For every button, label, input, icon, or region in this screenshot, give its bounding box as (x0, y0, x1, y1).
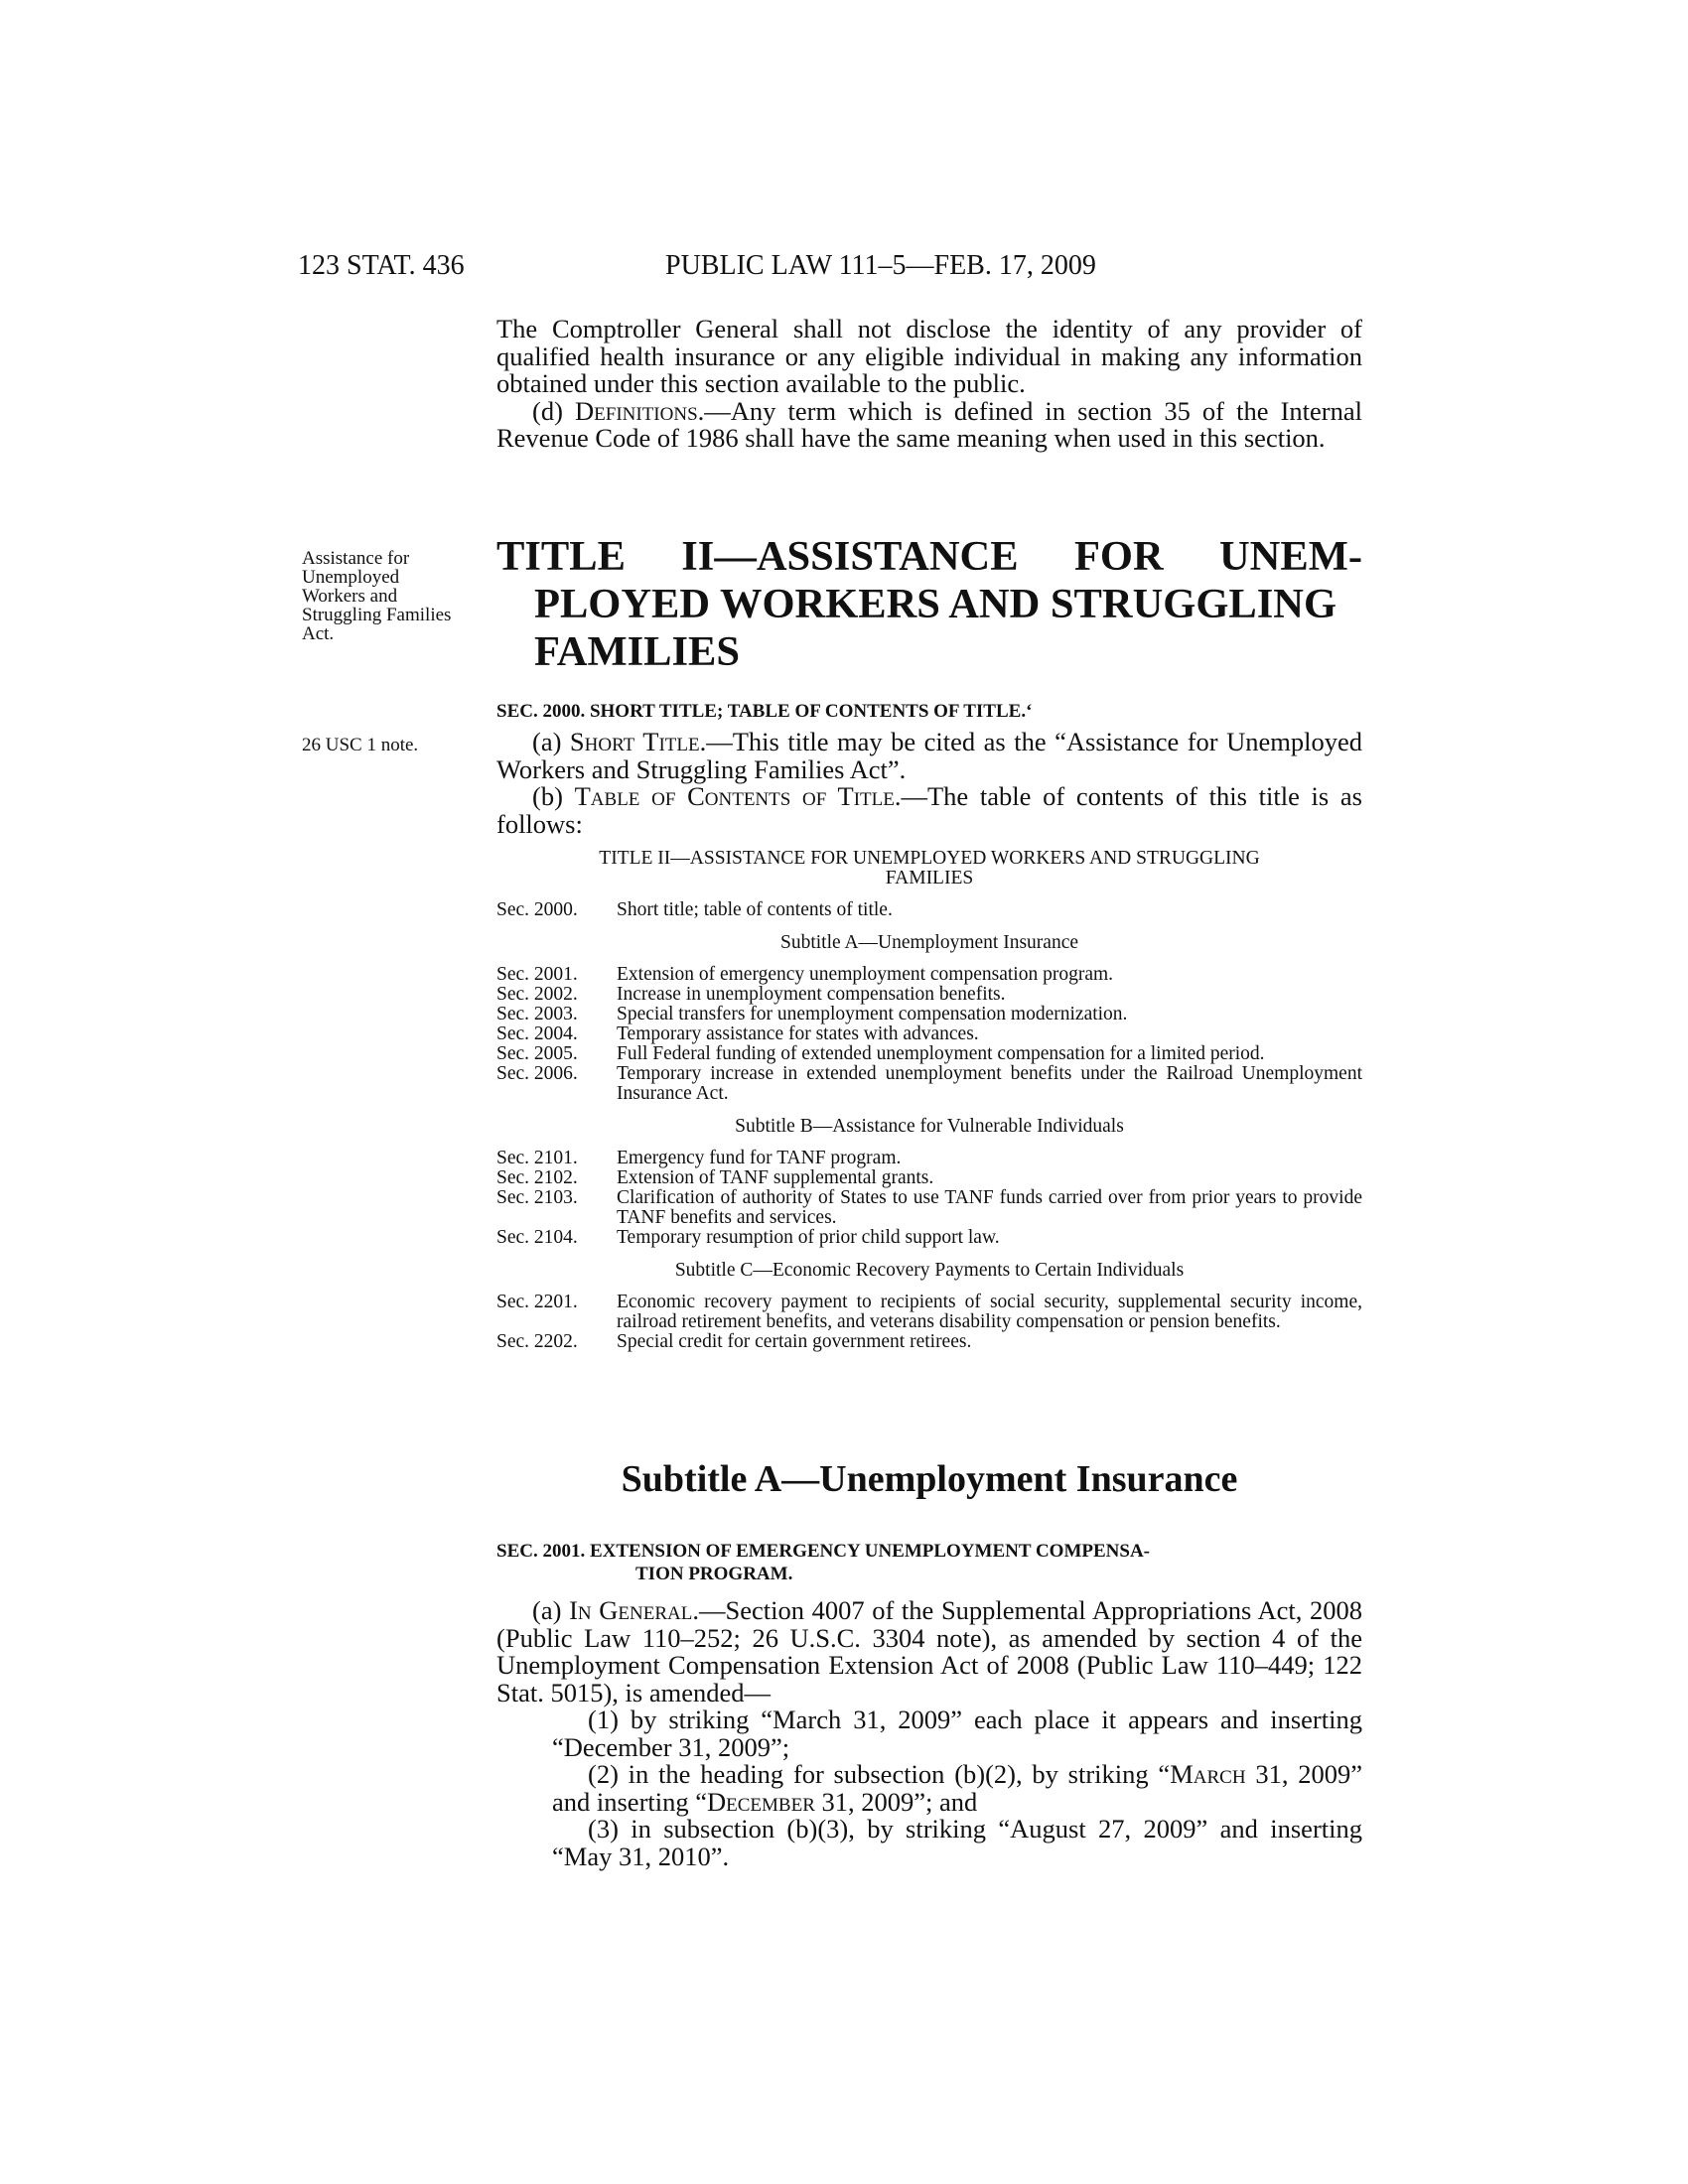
toc-row (496, 1064, 1362, 1104)
sec-2001-body (496, 1597, 1362, 1870)
toc-subtitle-b: Subtitle B—Assistance for Vulnerable Individuals (735, 1116, 1124, 1137)
toc-title-line-2: FAMILIES (885, 868, 974, 888)
amendment-item-2-mid: ” and inserting “ (552, 1759, 1362, 1817)
toc-section-number: Sec. 2201. (496, 1292, 578, 1312)
in-general-heading: In General (569, 1595, 693, 1625)
toc-section-text: Increase in unemployment compensation benefits. (617, 984, 1006, 1005)
sec-2000-body (496, 729, 1362, 838)
sec-2001-heading-line-1: SEC. 2001. EXTENSION OF EMERGENCY UNEMPLOYMENT COMPENSA- (496, 1541, 1151, 1562)
toc-section-text: Clarification of authority of States to use TANF funds carried over from prior years to provide TANF benefits and services. (617, 1187, 1362, 1228)
toc-section-text: Temporary assistance for states with advances. (617, 1024, 979, 1044)
in-general-text: .—Section 4007 of the Supplemental Appropriations Act, 2008 (Public Law 110–252; 26 U.S.C. 3304 note), as amended by section 4 of the Unemployment Compensation Extension Act of 2008 (Public Law 110–449; 122 Stat. 5015), is amended— (496, 1595, 1362, 1707)
toc-section-text: Short title; table of contents of title. (617, 899, 893, 920)
page-header-law: PUBLIC LAW 111–5—FEB. 17, 2009 (665, 250, 1096, 281)
definitions-heading: Definitions (575, 395, 698, 426)
short-title-heading: Short Title (569, 727, 700, 756)
margin-note-usc: 26 USC 1 note. (302, 735, 419, 755)
toc-row (496, 1228, 1362, 1248)
toc-section-text: Extension of emergency unemployment compensation program. (617, 964, 1114, 985)
title-word-4: UNEM- (1218, 533, 1362, 580)
toc-section-text: Special credit for certain government retirees. (617, 1331, 972, 1352)
toc-section-number: Sec. 2005. (496, 1043, 578, 1064)
sec-2000-heading: SEC. 2000. SHORT TITLE; TABLE OF CONTENTS OF TITLE.‘ (496, 701, 1033, 722)
toc-row (496, 900, 1362, 920)
toc-section-number: Sec. 2006. (496, 1063, 578, 1084)
amendment-item-2-new-date: December 31, 2009 (707, 1786, 914, 1817)
amendment-item-2 (552, 1761, 1362, 1816)
short-title-label: (a) (532, 727, 570, 756)
title-line-3: FAMILIES (534, 628, 741, 675)
title-line-1 (496, 533, 1362, 581)
toc-section-text: Emergency fund for TANF program. (617, 1148, 902, 1168)
toc-section-number: Sec. 2004. (496, 1024, 578, 1044)
title-word-2: II—ASSISTANCE (681, 533, 1019, 580)
amendment-item-2-pre: (2) in the heading for subsection (b)(2), by striking “ (588, 1759, 1171, 1789)
amendment-item-2-post: ”; and (914, 1786, 978, 1817)
toc-row (496, 1149, 1362, 1168)
definitions-text: .—Any term which is defined in section 35 of the Internal Revenue Code of 1986 shall have the same meaning when used in this section. (496, 395, 1362, 453)
intro-section (496, 316, 1362, 453)
short-title-paragraph (496, 729, 1362, 783)
title-heading (496, 533, 1362, 676)
toc-subtitle-a: Subtitle A—Unemployment Insurance (779, 932, 1079, 953)
toc-intro-paragraph (496, 783, 1362, 838)
toc-intro-label: (b) (532, 781, 575, 811)
amendment-item-3: (3) in subsection (b)(3), by striking “August 27, 2009” and inserting “May 31, 2010”. (552, 1814, 1362, 1871)
toc-section-number: Sec. 2101. (496, 1148, 578, 1168)
amendment-item-1: (1) by striking “March 31, 2009” each place it appears and inserting “December 31, 2009”; (552, 1705, 1362, 1762)
toc-title-line-1: TITLE II—ASSISTANCE FOR UNEMPLOYED WORKERS AND STRUGGLING (599, 848, 1260, 869)
subtitle-a-heading: Subtitle A—Unemployment Insurance (621, 1458, 1238, 1500)
toc-section-number: Sec. 2000. (496, 899, 578, 920)
intro-paragraph: The Comptroller General shall not disclose the identity of any provider of qualified health insurance or any eligible individual in making any information obtained under this section available to the public. (496, 314, 1362, 398)
definitions-paragraph (496, 395, 1362, 453)
toc-row (496, 1188, 1362, 1228)
short-title-text: .—This title may be cited as the “Assistance for Unemployed Workers and Struggling Families Act”. (496, 727, 1362, 784)
toc-section-text: Special transfers for unemployment compensation modernization. (617, 1004, 1128, 1024)
toc-intro-heading: Table of Contents of Title (574, 781, 895, 811)
toc-row (496, 1168, 1362, 1188)
toc-row (496, 1044, 1362, 1064)
in-general-paragraph (496, 1597, 1362, 1706)
toc-section-number: Sec. 2202. (496, 1331, 578, 1352)
page-header-stat: 123 STAT. 436 (298, 250, 465, 281)
margin-note-act-name: Assistance for Unemployed Workers and Struggling Families Act. (302, 548, 452, 644)
toc-section-text: Temporary resumption of prior child support law. (617, 1227, 1000, 1248)
toc-section-text: Temporary increase in extended unemployment benefits under the Railroad Unemployment Insurance Act. (617, 1063, 1362, 1104)
toc-section-number: Sec. 2001. (496, 964, 578, 985)
title-line-2: PLOYED WORKERS AND STRUGGLING (534, 581, 1337, 627)
table-of-contents (496, 849, 1362, 1352)
toc-section-number: Sec. 2002. (496, 984, 578, 1005)
toc-row (496, 1293, 1362, 1332)
definitions-label: (d) (532, 395, 576, 426)
toc-row (496, 1024, 1362, 1044)
toc-row (496, 1332, 1362, 1352)
toc-section-number: Sec. 2003. (496, 1004, 578, 1024)
title-word-1: TITLE (496, 533, 626, 580)
toc-row (496, 965, 1362, 985)
amendment-item-2-old-date: March 31, 2009 (1170, 1759, 1351, 1789)
title-word-3: FOR (1073, 533, 1164, 580)
toc-section-number: Sec. 2102. (496, 1167, 578, 1188)
toc-section-text: Full Federal funding of extended unemployment compensation for a limited period. (617, 1043, 1265, 1064)
toc-subtitle-c: Subtitle C—Economic Recovery Payments to Certain Individuals (674, 1260, 1185, 1281)
in-general-label: (a) (532, 1595, 570, 1625)
toc-row (496, 985, 1362, 1005)
toc-section-number: Sec. 2104. (496, 1227, 578, 1248)
amendment-list (496, 1706, 1362, 1870)
toc-section-text: Extension of TANF supplemental grants. (617, 1167, 934, 1188)
sec-2001-heading-line-2: TION PROGRAM. (635, 1564, 793, 1584)
toc-row (496, 1005, 1362, 1024)
toc-section-number: Sec. 2103. (496, 1187, 578, 1208)
toc-section-text: Economic recovery payment to recipients of social security, supplemental security income, railroad retirement benefits, and veterans disability compensation or pension benefits. (617, 1292, 1362, 1332)
toc-intro-text: .—The table of contents of this title is as follows: (496, 781, 1362, 839)
